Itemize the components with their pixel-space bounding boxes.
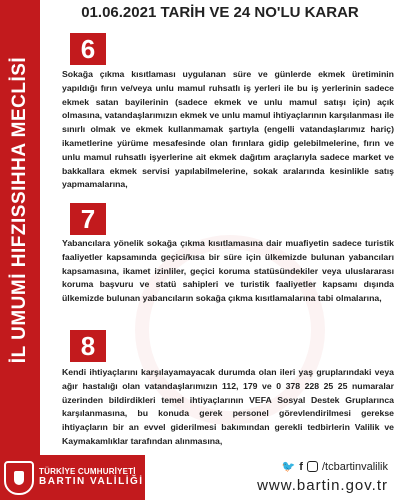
sidebar-title	[0, 0, 40, 420]
sidebar-band	[0, 0, 40, 500]
instagram-icon[interactable]	[307, 461, 318, 472]
social-links	[282, 460, 388, 473]
governorship-logo	[0, 455, 145, 500]
sidebar-title-text: İL UMUMİ HIFZISSIHHA MECLİSİ	[9, 56, 31, 364]
section-number-7: 7	[70, 203, 106, 235]
logo-line-1: TÜRKİYE CUMHURİYETİ	[39, 467, 136, 477]
logo-text	[39, 467, 144, 488]
section-text-8: Kendi ihtiyaçlarını karşılayamayacak durumda olan ileri yaş gruplarındaki veya ağır hastalığı olan vatandaşlarımızın 112, 179 ve 0 378 228 25 25 numaralar üzerinden bildirdikleri temel ihtiyaçlarının VEFA Sosyal Destek Gruplarınca karşılanmasına, bu konuda gerek personel görevlendirilmesi gerekse ihtiyaçların bir an evvel giderilmesi bakımından gerekli tedbirlerin Valilik ve Kaymakamlıklar tarafından alınmasına,	[62, 367, 394, 446]
section-text-6: Sokağa çıkma kısıtlaması uygulanan süre ve günlerde ekmek üretiminin yapıldığı fırın ve/veya unlu mamul ruhsatlı iş yerleri ile bu iş yerlerinin sadece ekmek satan bayilerinin (sadece ekmek ve unlu mamul satışı için) açık olmasına, vatandaşlarımızın ekmek ve unlu mamul ihtiyaçlarının karşılanması ile sınırlı olmak ve ekmek kullanmamak şartıyla (engelli vatandaşlarımız hariç) ikametlerine yürüme mesafesinde olan fırınlara gidip gelebilmelerine, fırın ve unlu mamul ruhsatlı işyerlerine ait ekmek dağıtım araçlarıyla sadece market ve bakkallara ekmek servisi yapılabilmelerine, sokak aralarında kesinlikle satış yapmamalarına,	[62, 69, 394, 190]
section-number-8: 8	[70, 330, 106, 362]
facebook-icon[interactable]: f	[299, 460, 303, 473]
social-handle[interactable]: /tcbartinvalilik	[321, 460, 388, 473]
twitter-icon[interactable]: 🐦	[281, 461, 296, 473]
crest-icon	[4, 461, 34, 495]
page-title: 01.06.2021 TARİH VE 24 NO'LU KARAR	[81, 4, 359, 21]
section-text-7: Yabancılara yönelik sokağa çıkma kısıtlamasına dair muafiyetin sadece turistik faaliyetler kapsamında geçici/kısa bir süre için ülkemizde bulunan yabancıları kapsamasına, ikamet izinliler, geçici koruma statüsündekiler veya uluslararası koruma başvuru ve statü sahipleri ve turistik faaliyetler kapsamı dışında ülkemizde bulunan yabancıların sokağa çıkma kısıtlamalarına tabi olmalarına,	[62, 238, 394, 304]
website-link[interactable]: www.bartin.gov.tr	[257, 477, 388, 494]
logo-line-2: BARTIN VALİLİĞİ	[39, 476, 144, 488]
section-number-6: 6	[70, 33, 106, 65]
